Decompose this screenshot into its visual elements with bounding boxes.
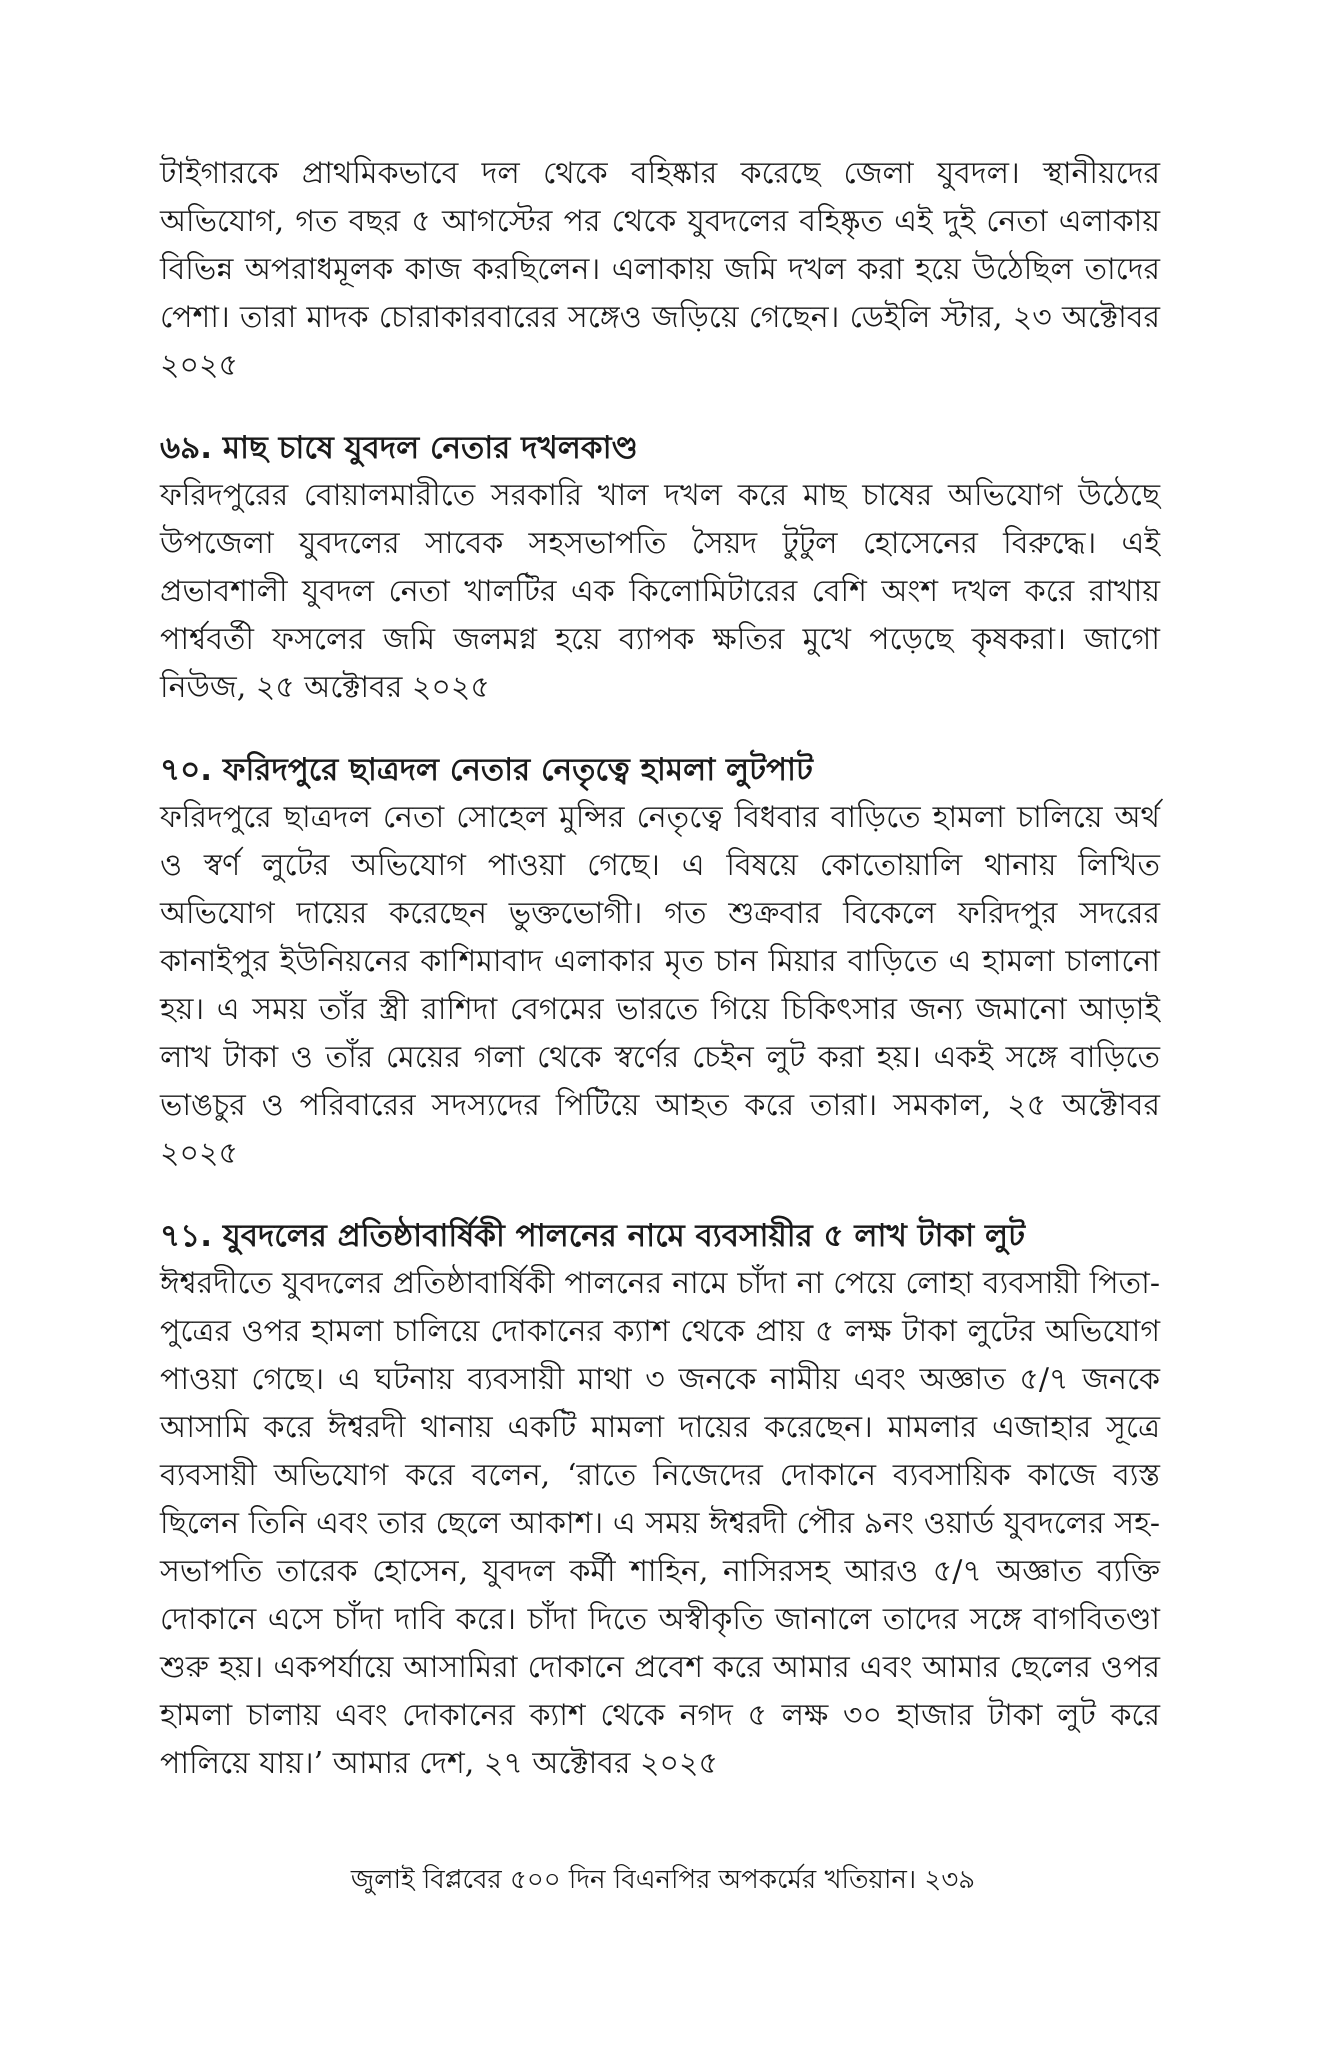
section-body-text: ফরিদপুরে ছাত্রদল নেতা সোহেল মুন্সির নেতৃত্বে বিধবার বাড়িতে হামলা চালিয়ে অর্থ ও স্বর্ণ লুটের অভিযোগ পাওয়া গেছে। এ বিষয়ে কোতোয়ালি থানায় লিখিত অভিযোগ দায়ের করেছেন ভুক্তভোগী। গত শুক্রবার বিকেলে ফরিদপুর সদরের কানাইপুর ইউনিয়নের কাশিমাবাদ এলাকার মৃত চান মিয়ার বাড়িতে এ হামলা চালানো হয়। এ সময় তাঁর স্ত্রী রাশিদা বেগমের ভারতে গিয়ে চিকিৎসার জন্য জমানো আড়াই লাখ টাকা ও তাঁর মেয়ের গলা থেকে স্বর্ণের চেইন লুট করা হয়। একই সঙ্গে বাড়িতে ভাঙচুর ও পরিবারের সদস্যদের পিটিয়ে আহত করে তারা। — [160, 800, 1160, 1123]
section-71 — [160, 1212, 1160, 1788]
page-content — [160, 150, 1160, 1788]
section-source: আমার দেশ, ২৭ অক্টোবর ২০২৫ — [332, 1746, 718, 1781]
section-heading: ৬৯. মাছ চাষে যুবদল নেতার দখলকাণ্ড — [160, 430, 638, 466]
section-body — [160, 794, 1160, 1178]
page-footer: জুলাই বিপ্লবের ৫০০ দিন বিএনপির অপকর্মের খতিয়ান। ২৩৯ — [350, 1865, 976, 1895]
section-body-text: ঈশ্বরদীতে যুবদলের প্রতিষ্ঠাবার্ষিকী পালনের নামে চাঁদা না পেয়ে লোহা ব্যবসায়ী পিতা-পুত্রের ওপর হামলা চালিয়ে দোকানের ক্যাশ থেকে প্রায় ৫ লক্ষ টাকা লুটের অভিযোগ পাওয়া গেছে। এ ঘটনায় ব্যবসায়ী মাথা ৩ জনকে নামীয় এবং অজ্ঞাত ৫/৭ জনকে আসামি করে ঈশ্বরদী থানায় একটি মামলা দায়ের করেছেন। মামলার এজাহার সূত্রে ব্যবসায়ী অভিযোগ করে বলেন, ‘রাতে নিজেদের দোকানে ব্যবসায়িক কাজে ব্যস্ত ছিলেন তিনি এবং তার ছেলে আকাশ। এ সময় ঈশ্বরদী পৌর ৯নং ওয়ার্ড যুবদলের সহ-সভাপতি তারেক হোসেন, যুবদল কর্মী শাহিন, নাসিরসহ আরও ৫/৭ অজ্ঞাত ব্যক্তি দোকানে এসে চাঁদা দাবি করে। চাঁদা দিতে অস্বীকৃতি জানালে তাদের সঙ্গে বাগবিতণ্ডা শুরু হয়। একপর্যায়ে আসামিরা দোকানে প্রবেশ করে আমার এবং আমার ছেলের ওপর হামলা চালায় এবং দোকানের ক্যাশ থেকে নগদ ৫ লক্ষ ৩০ হাজার টাকা লুট করে পালিয়ে যায়।’ — [160, 1266, 1160, 1781]
intro-text: টাইগারকে প্রাথমিকভাবে দল থেকে বহিষ্কার করেছে জেলা যুবদল। স্থানীয়দের অভিযোগ, গত বছর ৫ আগস্টের পর থেকে যুবদলের বহিষ্কৃত এই দুই নেতা এলাকায় বিভিন্ন অপরাধমূলক কাজ করছিলেন। এলাকায় জমি দখল করা হয়ে উঠেছিল তাদের পেশা। তারা মাদক চোরাকারবারের সঙ্গেও জড়িয়ে গেছেন। — [160, 156, 1160, 335]
intro-source: ডেইলি স্টার, ২৩ অক্টোবর ২০২৫ — [160, 300, 1160, 383]
section-source: সমকাল, ২৫ অক্টোবর ২০২৫ — [160, 1088, 1161, 1171]
section-70 — [160, 746, 1160, 1178]
intro-block — [160, 150, 1160, 390]
intro-paragraph — [160, 150, 1160, 390]
section-body — [160, 1260, 1160, 1788]
section-body-text: ফরিদপুরের বোয়ালমারীতে সরকারি খাল দখল করে মাছ চাষের অভিযোগ উঠেছে উপজেলা যুবদলের সাবেক সহসভাপতি সৈয়দ টুটুল হোসেনের বিরুদ্ধে। এই প্রভাবশালী যুবদল নেতা খালটির এক কিলোমিটারের বেশি অংশ দখল করে রাখায় পার্শ্ববর্তী ফসলের জমি জলমগ্ন হয়ে ব্যাপক ক্ষতির মুখে পড়েছে কৃষকরা। — [160, 478, 1160, 657]
section-heading: ৭১. যুবদলের প্রতিষ্ঠাবার্ষিকী পালনের নামে ব্যবসায়ীর ৫ লাখ টাকা লুট — [160, 1218, 1025, 1254]
section-source: জাগো নিউজ, ২৫ অক্টোবর ২০২৫ — [160, 622, 1160, 705]
section-69 — [160, 424, 1160, 712]
section-heading: ৭০. ফরিদপুরে ছাত্রদল নেতার নেতৃত্বে হামলা লুটপাট — [160, 752, 813, 788]
section-body — [160, 472, 1160, 712]
